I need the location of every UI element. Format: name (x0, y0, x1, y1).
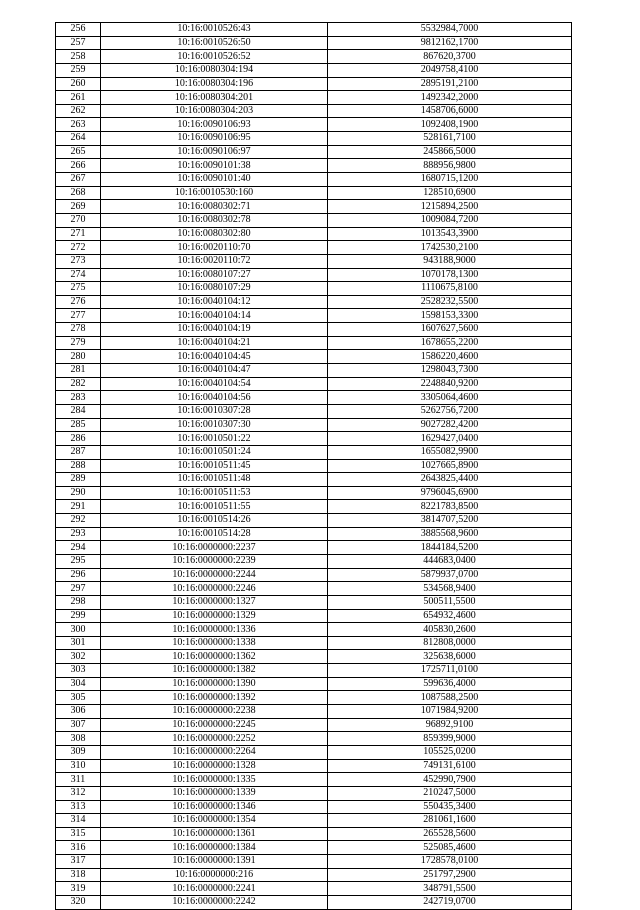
cadastral-number-cell: 10:16:0000000:2239 (101, 554, 328, 568)
row-number-cell: 303 (56, 664, 101, 678)
row-number-cell: 265 (56, 145, 101, 159)
table-row (56, 473, 572, 487)
cadastral-value-cell: 943188,9000 (328, 254, 572, 268)
table-row (56, 418, 572, 432)
table-row (56, 200, 572, 214)
cadastral-value-cell: 534568,9400 (328, 582, 572, 596)
row-number-cell: 315 (56, 827, 101, 841)
cadastral-number-cell: 10:16:0010530:160 (101, 186, 328, 200)
cadastral-number-cell: 10:16:0090106:93 (101, 118, 328, 132)
row-number-cell: 282 (56, 377, 101, 391)
cadastral-number-cell: 10:16:0000000:1338 (101, 636, 328, 650)
table-row (56, 186, 572, 200)
table-row (56, 527, 572, 541)
cadastral-value-cell: 242719,0700 (328, 896, 572, 910)
cadastral-number-cell: 10:16:0000000:1384 (101, 841, 328, 855)
cadastral-value-cell: 867620,3700 (328, 50, 572, 64)
table-row (56, 241, 572, 255)
row-number-cell: 309 (56, 745, 101, 759)
row-number-cell: 267 (56, 173, 101, 187)
table-row (56, 350, 572, 364)
cadastral-number-cell: 10:16:0000000:2245 (101, 718, 328, 732)
cadastral-value-cell: 1725711,0100 (328, 664, 572, 678)
cadastral-value-cell: 251797,2900 (328, 868, 572, 882)
row-number-cell: 308 (56, 732, 101, 746)
table-row (56, 773, 572, 787)
cadastral-value-cell: 9796045,6900 (328, 486, 572, 500)
row-number-cell: 283 (56, 391, 101, 405)
cadastral-number-cell: 10:16:0000000:2237 (101, 541, 328, 555)
table-row (56, 213, 572, 227)
table-row (56, 786, 572, 800)
cadastral-value-cell: 859399,9000 (328, 732, 572, 746)
table-row (56, 77, 572, 91)
cadastral-value-cell: 1844184,5200 (328, 541, 572, 555)
row-number-cell: 285 (56, 418, 101, 432)
table-row (56, 254, 572, 268)
table-row (56, 336, 572, 350)
cadastral-value-cell: 444683,0400 (328, 554, 572, 568)
cadastral-number-cell: 10:16:0000000:2246 (101, 582, 328, 596)
table-row (56, 227, 572, 241)
cadastral-value-cell: 1298043,7300 (328, 364, 572, 378)
table-row (56, 568, 572, 582)
table-row (56, 500, 572, 514)
cadastral-number-cell: 10:16:0000000:2241 (101, 882, 328, 896)
table-row (56, 404, 572, 418)
table-row (56, 459, 572, 473)
row-number-cell: 259 (56, 63, 101, 77)
cadastral-value-cell: 96892,9100 (328, 718, 572, 732)
row-number-cell: 302 (56, 650, 101, 664)
cadastral-number-cell: 10:16:0080107:27 (101, 268, 328, 282)
cadastral-value-cell: 528161,7100 (328, 132, 572, 146)
cadastral-number-cell: 10:16:0000000:1354 (101, 814, 328, 828)
cadastral-number-cell: 10:16:0010511:48 (101, 473, 328, 487)
cadastral-value-cell: 888956,9800 (328, 159, 572, 173)
row-number-cell: 288 (56, 459, 101, 473)
table-row (56, 554, 572, 568)
cadastral-value-cell: 525085,4600 (328, 841, 572, 855)
table-row (56, 173, 572, 187)
row-number-cell: 260 (56, 77, 101, 91)
cadastral-number-cell: 10:16:0040104:45 (101, 350, 328, 364)
row-number-cell: 274 (56, 268, 101, 282)
table-row (56, 759, 572, 773)
row-number-cell: 313 (56, 800, 101, 814)
row-number-cell: 270 (56, 213, 101, 227)
table-row (56, 159, 572, 173)
cadastral-number-cell: 10:16:0080107:29 (101, 282, 328, 296)
table-row (56, 705, 572, 719)
cadastral-value-cell: 1586220,4600 (328, 350, 572, 364)
cadastral-value-cell: 1110675,8100 (328, 282, 572, 296)
cadastral-value-cell: 3305064,4600 (328, 391, 572, 405)
cadastral-value-cell: 1728578,0100 (328, 855, 572, 869)
cadastral-value-cell: 452990,7900 (328, 773, 572, 787)
cadastral-value-cell: 2528232,5500 (328, 295, 572, 309)
table-row (56, 650, 572, 664)
cadastral-value-cell: 5532984,7000 (328, 23, 572, 37)
table-row (56, 582, 572, 596)
table-row (56, 732, 572, 746)
table-row (56, 91, 572, 105)
cadastral-number-cell: 10:16:0000000:1362 (101, 650, 328, 664)
cadastral-number-cell: 10:16:0000000:1329 (101, 609, 328, 623)
cadastral-value-cell: 1655082,9900 (328, 445, 572, 459)
cadastral-value-cell: 5262756,7200 (328, 404, 572, 418)
row-number-cell: 261 (56, 91, 101, 105)
row-number-cell: 262 (56, 104, 101, 118)
table-row (56, 295, 572, 309)
cadastral-value-cell: 8221783,8500 (328, 500, 572, 514)
cadastral-number-cell: 10:16:0010526:52 (101, 50, 328, 64)
cadastral-value-cell: 1070178,1300 (328, 268, 572, 282)
row-number-cell: 256 (56, 23, 101, 37)
table-row (56, 486, 572, 500)
cadastral-value-cell: 3885568,9600 (328, 527, 572, 541)
row-number-cell: 264 (56, 132, 101, 146)
row-number-cell: 319 (56, 882, 101, 896)
cadastral-value-table (55, 22, 572, 910)
cadastral-value-cell: 325638,6000 (328, 650, 572, 664)
cadastral-number-cell: 10:16:0000000:1335 (101, 773, 328, 787)
cadastral-number-cell: 10:16:0020110:70 (101, 241, 328, 255)
table-row (56, 841, 572, 855)
cadastral-value-cell: 2895191,2100 (328, 77, 572, 91)
table-row (56, 50, 572, 64)
cadastral-value-cell: 550435,3400 (328, 800, 572, 814)
table-row (56, 827, 572, 841)
row-number-cell: 304 (56, 677, 101, 691)
row-number-cell: 311 (56, 773, 101, 787)
table-row (56, 609, 572, 623)
table-row (56, 445, 572, 459)
row-number-cell: 284 (56, 404, 101, 418)
cadastral-number-cell: 10:16:0000000:1346 (101, 800, 328, 814)
table-row (56, 541, 572, 555)
cadastral-value-cell: 9027282,4200 (328, 418, 572, 432)
cadastral-number-cell: 10:16:0010526:43 (101, 23, 328, 37)
row-number-cell: 272 (56, 241, 101, 255)
cadastral-number-cell: 10:16:0000000:1392 (101, 691, 328, 705)
cadastral-value-cell: 281061,1600 (328, 814, 572, 828)
table-row (56, 745, 572, 759)
cadastral-value-cell: 2248840,9200 (328, 377, 572, 391)
cadastral-number-cell: 10:16:0000000:2252 (101, 732, 328, 746)
table-row (56, 677, 572, 691)
table-row (56, 282, 572, 296)
cadastral-number-cell: 10:16:0040104:12 (101, 295, 328, 309)
row-number-cell: 289 (56, 473, 101, 487)
row-number-cell: 298 (56, 595, 101, 609)
row-number-cell: 275 (56, 282, 101, 296)
cadastral-value-cell: 348791,5500 (328, 882, 572, 896)
cadastral-value-cell: 1458706,6000 (328, 104, 572, 118)
cadastral-value-cell: 812808,0000 (328, 636, 572, 650)
row-number-cell: 312 (56, 786, 101, 800)
row-number-cell: 299 (56, 609, 101, 623)
cadastral-number-cell: 10:16:0040104:56 (101, 391, 328, 405)
cadastral-number-cell: 10:16:0000000:1339 (101, 786, 328, 800)
row-number-cell: 287 (56, 445, 101, 459)
cadastral-value-cell: 1071984,9200 (328, 705, 572, 719)
table-row (56, 268, 572, 282)
cadastral-number-cell: 10:16:0090106:97 (101, 145, 328, 159)
cadastral-number-cell: 10:16:0010501:22 (101, 432, 328, 446)
cadastral-number-cell: 10:16:0020110:72 (101, 254, 328, 268)
table-row (56, 309, 572, 323)
cadastral-number-cell: 10:16:0040104:54 (101, 377, 328, 391)
cadastral-number-cell: 10:16:0080304:194 (101, 63, 328, 77)
table-row (56, 664, 572, 678)
row-number-cell: 258 (56, 50, 101, 64)
cadastral-value-cell: 1607627,5600 (328, 323, 572, 337)
row-number-cell: 306 (56, 705, 101, 719)
row-number-cell: 293 (56, 527, 101, 541)
table-row (56, 595, 572, 609)
cadastral-number-cell: 10:16:0010307:30 (101, 418, 328, 432)
cadastral-number-cell: 10:16:0090101:38 (101, 159, 328, 173)
table-row (56, 882, 572, 896)
cadastral-number-cell: 10:16:0080302:71 (101, 200, 328, 214)
row-number-cell: 320 (56, 896, 101, 910)
row-number-cell: 291 (56, 500, 101, 514)
row-number-cell: 286 (56, 432, 101, 446)
cadastral-value-cell: 5879937,0700 (328, 568, 572, 582)
table-row (56, 63, 572, 77)
cadastral-number-cell: 10:16:0000000:1328 (101, 759, 328, 773)
table-row (56, 814, 572, 828)
cadastral-number-cell: 10:16:0040104:19 (101, 323, 328, 337)
table-row (56, 691, 572, 705)
cadastral-number-cell: 10:16:0010511:45 (101, 459, 328, 473)
cadastral-number-cell: 10:16:0000000:1382 (101, 664, 328, 678)
row-number-cell: 263 (56, 118, 101, 132)
cadastral-number-cell: 10:16:0000000:1361 (101, 827, 328, 841)
table-row (56, 145, 572, 159)
row-number-cell: 280 (56, 350, 101, 364)
table-row (56, 118, 572, 132)
cadastral-number-cell: 10:16:0000000:216 (101, 868, 328, 882)
cadastral-number-cell: 10:16:0040104:21 (101, 336, 328, 350)
row-number-cell: 269 (56, 200, 101, 214)
cadastral-value-cell: 1215894,2500 (328, 200, 572, 214)
table-row (56, 432, 572, 446)
table-row (56, 391, 572, 405)
row-number-cell: 300 (56, 623, 101, 637)
cadastral-value-cell: 210247,5000 (328, 786, 572, 800)
cadastral-number-cell: 10:16:0040104:47 (101, 364, 328, 378)
cadastral-value-cell: 1678655,2200 (328, 336, 572, 350)
table-row (56, 718, 572, 732)
row-number-cell: 290 (56, 486, 101, 500)
row-number-cell: 310 (56, 759, 101, 773)
cadastral-number-cell: 10:16:0090106:95 (101, 132, 328, 146)
cadastral-number-cell: 10:16:0000000:1336 (101, 623, 328, 637)
row-number-cell: 277 (56, 309, 101, 323)
table-row (56, 800, 572, 814)
cadastral-number-cell: 10:16:0000000:2242 (101, 896, 328, 910)
cadastral-value-cell: 599636,4000 (328, 677, 572, 691)
row-number-cell: 281 (56, 364, 101, 378)
row-number-cell: 276 (56, 295, 101, 309)
row-number-cell: 318 (56, 868, 101, 882)
table-row (56, 377, 572, 391)
table-row (56, 636, 572, 650)
table-row (56, 36, 572, 50)
cadastral-number-cell: 10:16:0000000:2264 (101, 745, 328, 759)
cadastral-number-cell: 10:16:0000000:2238 (101, 705, 328, 719)
cadastral-number-cell: 10:16:0010501:24 (101, 445, 328, 459)
cadastral-value-cell: 1027665,8900 (328, 459, 572, 473)
cadastral-value-cell: 245866,5000 (328, 145, 572, 159)
cadastral-value-cell: 3814707,5200 (328, 514, 572, 528)
cadastral-number-cell: 10:16:0010514:26 (101, 514, 328, 528)
cadastral-number-cell: 10:16:0080304:201 (101, 91, 328, 105)
table-row (56, 868, 572, 882)
table-row (56, 623, 572, 637)
cadastral-value-cell: 654932,4600 (328, 609, 572, 623)
table-row (56, 855, 572, 869)
row-number-cell: 305 (56, 691, 101, 705)
table-row (56, 323, 572, 337)
cadastral-value-cell: 105525,0200 (328, 745, 572, 759)
row-number-cell: 266 (56, 159, 101, 173)
cadastral-value-cell: 1742530,2100 (328, 241, 572, 255)
row-number-cell: 316 (56, 841, 101, 855)
table-row (56, 896, 572, 910)
cadastral-number-cell: 10:16:0000000:1390 (101, 677, 328, 691)
row-number-cell: 307 (56, 718, 101, 732)
cadastral-number-cell: 10:16:0010511:55 (101, 500, 328, 514)
cadastral-value-cell: 1629427,0400 (328, 432, 572, 446)
cadastral-value-cell: 265528,5600 (328, 827, 572, 841)
row-number-cell: 271 (56, 227, 101, 241)
row-number-cell: 257 (56, 36, 101, 50)
cadastral-value-cell: 9812162,1700 (328, 36, 572, 50)
cadastral-value-cell: 1013543,3900 (328, 227, 572, 241)
cadastral-value-cell: 405830,2600 (328, 623, 572, 637)
cadastral-value-cell: 2643825,4400 (328, 473, 572, 487)
table-row (56, 364, 572, 378)
cadastral-number-cell: 10:16:0040104:14 (101, 309, 328, 323)
table-body (56, 23, 572, 910)
cadastral-value-cell: 128510,6900 (328, 186, 572, 200)
row-number-cell: 279 (56, 336, 101, 350)
cadastral-value-cell: 1680715,1200 (328, 173, 572, 187)
row-number-cell: 301 (56, 636, 101, 650)
cadastral-number-cell: 10:16:0080302:80 (101, 227, 328, 241)
cadastral-value-cell: 500511,5500 (328, 595, 572, 609)
cadastral-value-cell: 1087588,2500 (328, 691, 572, 705)
row-number-cell: 314 (56, 814, 101, 828)
row-number-cell: 297 (56, 582, 101, 596)
cadastral-value-cell: 1598153,3300 (328, 309, 572, 323)
table-row (56, 23, 572, 37)
cadastral-number-cell: 10:16:0080304:203 (101, 104, 328, 118)
cadastral-number-cell: 10:16:0000000:1327 (101, 595, 328, 609)
cadastral-value-cell: 1492342,2000 (328, 91, 572, 105)
row-number-cell: 278 (56, 323, 101, 337)
cadastral-value-cell: 2049758,4100 (328, 63, 572, 77)
row-number-cell: 317 (56, 855, 101, 869)
cadastral-number-cell: 10:16:0090101:40 (101, 173, 328, 187)
table-row (56, 132, 572, 146)
row-number-cell: 292 (56, 514, 101, 528)
row-number-cell: 296 (56, 568, 101, 582)
row-number-cell: 294 (56, 541, 101, 555)
cadastral-number-cell: 10:16:0010307:28 (101, 404, 328, 418)
cadastral-number-cell: 10:16:0080304:196 (101, 77, 328, 91)
cadastral-number-cell: 10:16:0000000:1391 (101, 855, 328, 869)
table-row (56, 514, 572, 528)
row-number-cell: 273 (56, 254, 101, 268)
cadastral-number-cell: 10:16:0010511:53 (101, 486, 328, 500)
cadastral-value-cell: 749131,6100 (328, 759, 572, 773)
row-number-cell: 295 (56, 554, 101, 568)
cadastral-number-cell: 10:16:0010514:28 (101, 527, 328, 541)
cadastral-number-cell: 10:16:0080302:78 (101, 213, 328, 227)
row-number-cell: 268 (56, 186, 101, 200)
cadastral-number-cell: 10:16:0010526:50 (101, 36, 328, 50)
cadastral-number-cell: 10:16:0000000:2244 (101, 568, 328, 582)
cadastral-value-cell: 1092408,1900 (328, 118, 572, 132)
table-row (56, 104, 572, 118)
cadastral-value-cell: 1009084,7200 (328, 213, 572, 227)
